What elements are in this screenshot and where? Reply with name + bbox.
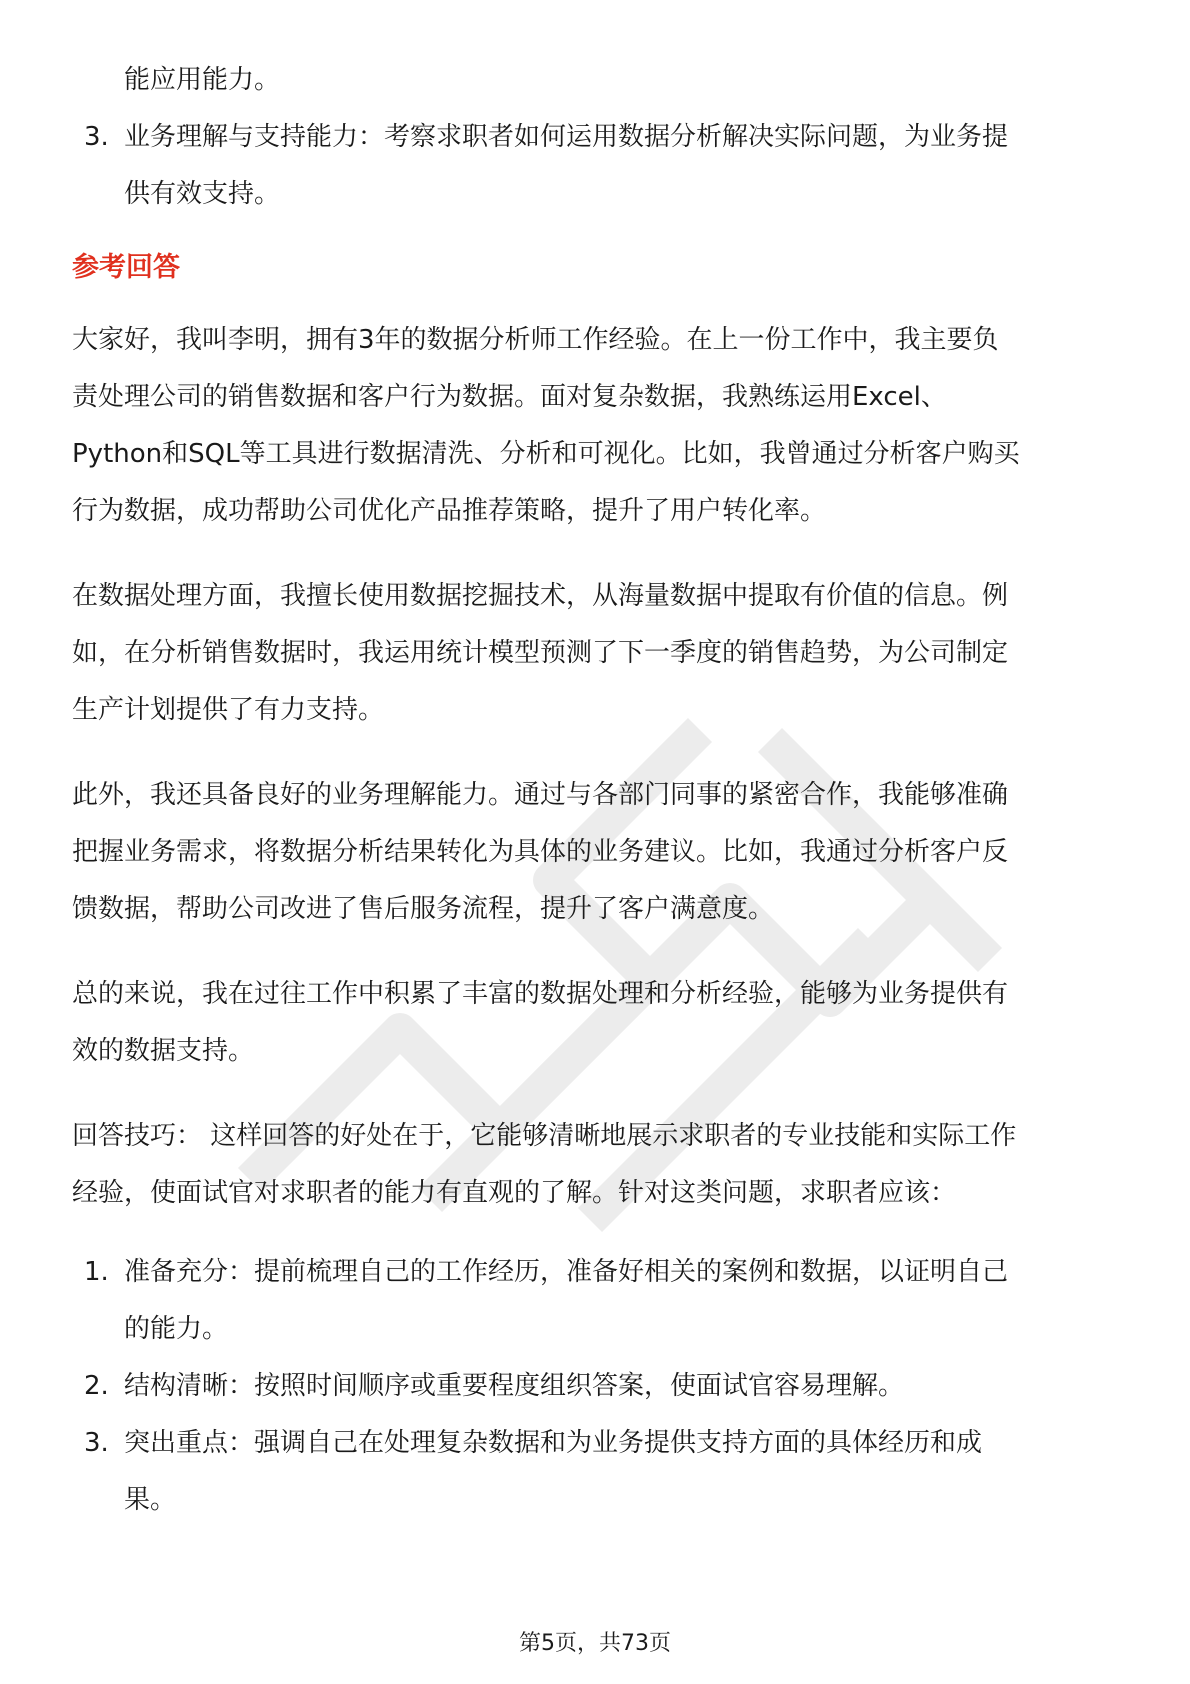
paragraph-line: 馈数据，帮助公司改进了售后服务流程，提升了客户满意度。 — [72, 894, 775, 924]
page-number-footer: 第5页，共73页 — [519, 1631, 671, 1656]
paragraph-summary — [72, 966, 1122, 1080]
tip-item-3 — [72, 1415, 1122, 1529]
paragraph-line: 责处理公司的销售数据和客户行为数据。面对复杂数据，我熟练运用Excel、 — [72, 382, 947, 412]
list-item-line: 供有效支持。 — [124, 179, 281, 209]
paragraph-line: 经验，使面试官对求职者的能力有直观的了解。针对这类问题，求职者应该： — [72, 1178, 957, 1208]
list-item-line: 准备充分：提前梳理自己的工作经历，准备好相关的案例和数据，以证明自己 — [124, 1257, 1009, 1287]
paragraph-line: 回答技巧： 这样回答的好处在于，它能够清晰地展示求职者的专业技能和实际工作 — [72, 1121, 1017, 1151]
paragraph-line: 效的数据支持。 — [72, 1036, 255, 1066]
list-item-line: 突出重点：强调自己在处理复杂数据和为业务提供支持方面的具体经历和成 — [124, 1428, 983, 1458]
paragraph-line: 把握业务需求，将数据分析结果转化为具体的业务建议。比如，我通过分析客户反 — [72, 837, 1009, 867]
paragraph-business — [72, 767, 1122, 938]
paragraph-data-processing — [72, 568, 1122, 739]
list-item-line: 的能力。 — [124, 1314, 229, 1344]
tip-item-1 — [72, 1244, 1122, 1358]
content-area — [72, 52, 1122, 1529]
paragraph-line: 行为数据，成功帮助公司优化产品推荐策略，提升了用户转化率。 — [72, 496, 827, 526]
paragraph-tips-intro — [72, 1108, 1122, 1222]
paragraph-line: 大家好，我叫李明，拥有3年的数据分析师工作经验。在上一份工作中，我主要负 — [72, 325, 999, 355]
paragraph-line: 如，在分析销售数据时，我运用统计模型预测了下一季度的销售趋势，为公司制定 — [72, 638, 1009, 668]
list-item-3 — [72, 109, 1122, 223]
paragraph-intro — [72, 312, 1122, 540]
section-heading: 参考回答 — [72, 252, 180, 283]
paragraph-line: 总的来说，我在过往工作中积累了丰富的数据处理和分析经验，能够为业务提供有 — [72, 979, 1009, 1009]
list-continuation: 能应用能力。 — [124, 65, 281, 95]
paragraph-line: 在数据处理方面，我擅长使用数据挖掘技术，从海量数据中提取有价值的信息。例 — [72, 581, 1009, 611]
list-item-line: 结构清晰：按照时间顺序或重要程度组织答案，使面试官容易理解。 — [124, 1371, 905, 1401]
tip-item-2 — [72, 1358, 1122, 1415]
list-number: 2. — [84, 1371, 109, 1401]
list-number: 1. — [84, 1257, 109, 1287]
paragraph-line: 此外，我还具备良好的业务理解能力。通过与各部门同事的紧密合作，我能够准确 — [72, 780, 1009, 810]
paragraph-line: 生产计划提供了有力支持。 — [72, 695, 385, 725]
list-item-line: 业务理解与支持能力：考察求职者如何运用数据分析解决实际问题，为业务提 — [124, 122, 1009, 152]
paragraph-line: Python和SQL等工具进行数据清洗、分析和可视化。比如，我曾通过分析客户购买 — [72, 439, 1020, 469]
list-number: 3. — [84, 1428, 109, 1458]
list-item-line: 果。 — [124, 1485, 177, 1515]
list-number: 3. — [84, 122, 109, 152]
